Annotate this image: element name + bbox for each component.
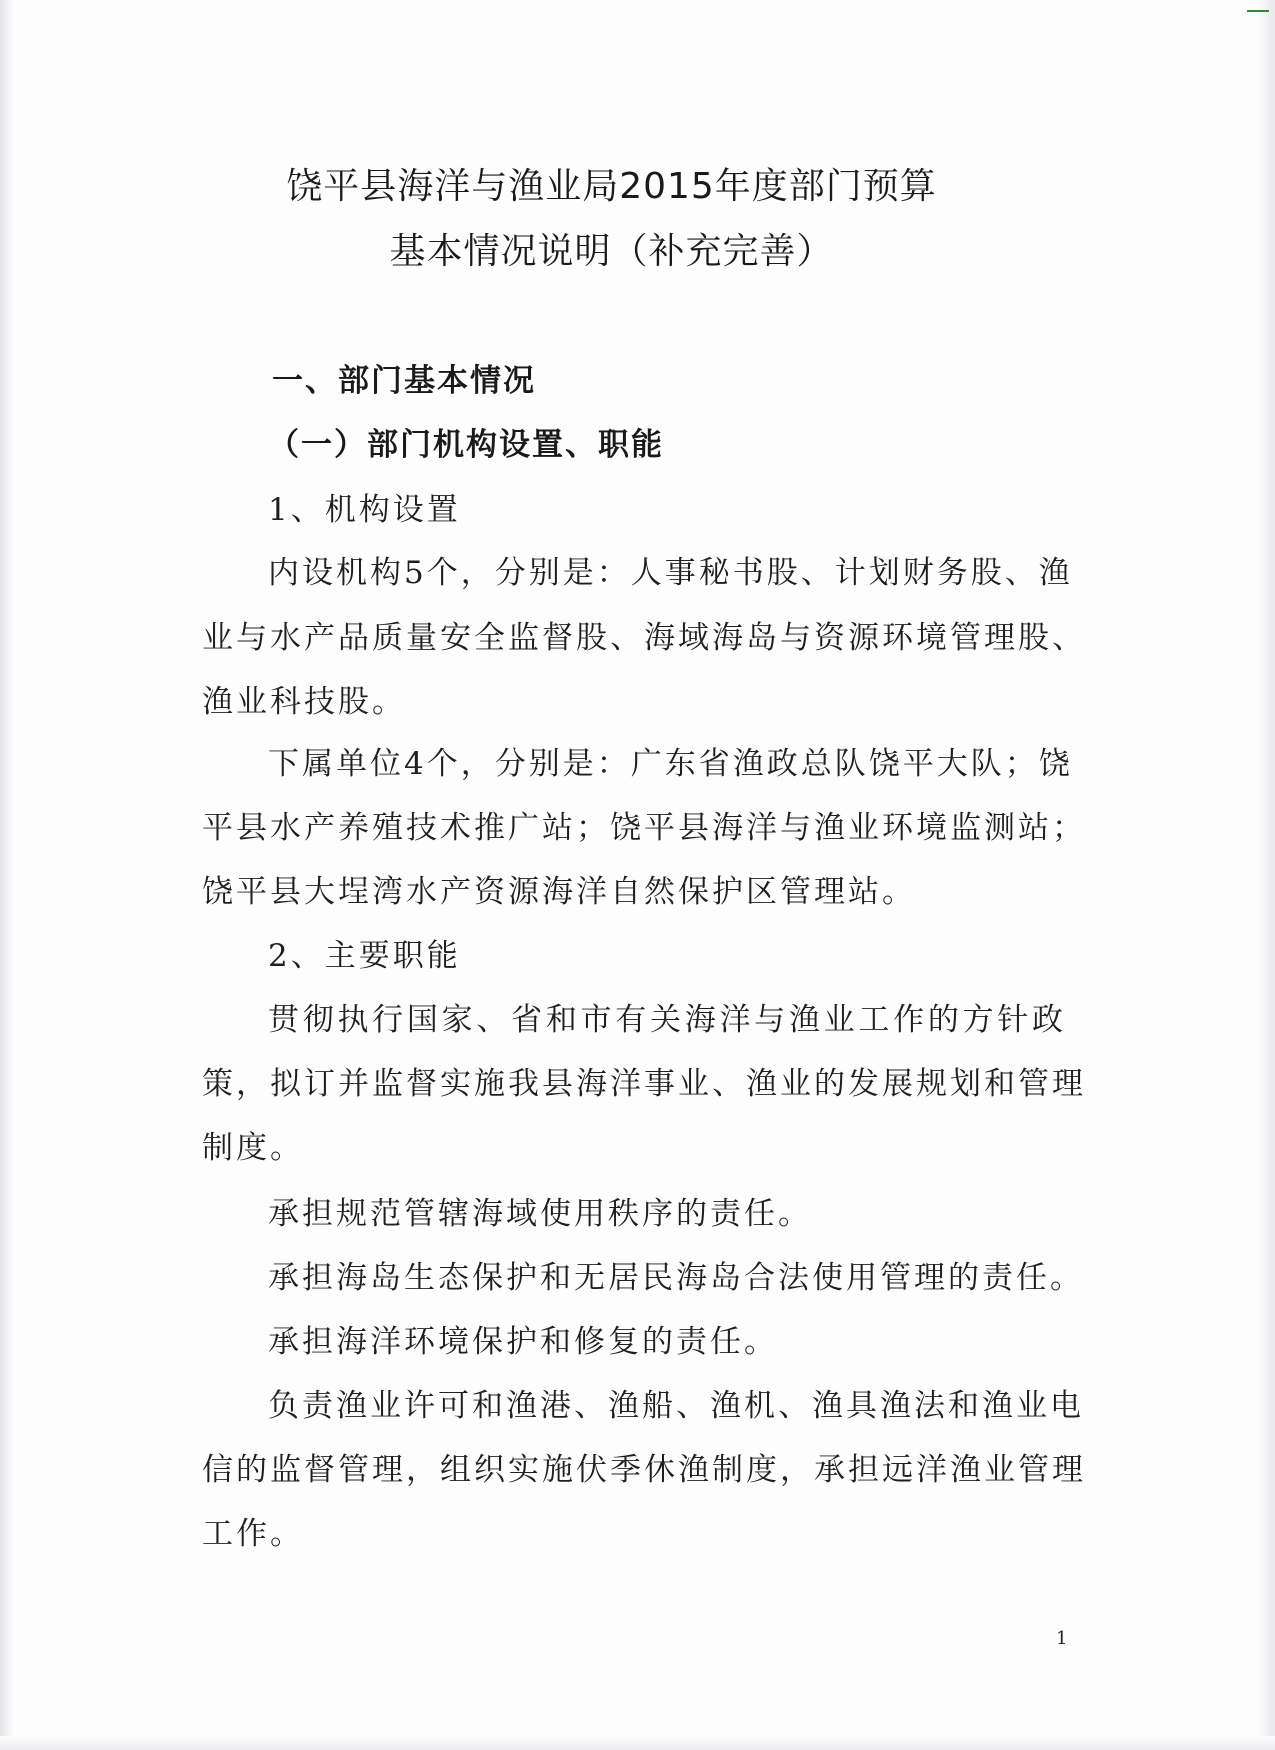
paragraph-line: 承担海洋环境保护和修复的责任。: [268, 1324, 778, 1360]
scan-edge-bottom: [0, 1736, 1275, 1750]
paragraph-line: 制度。: [202, 1130, 304, 1166]
paragraph-line: 业与水产品质量安全监督股、海域海岛与资源环境管理股、: [202, 620, 1086, 656]
paragraph-line: 承担规范管辖海域使用秩序的责任。: [268, 1196, 812, 1232]
corner-mark: [1247, 10, 1269, 12]
page-number: 1: [1056, 1628, 1068, 1649]
paragraph-line: 承担海岛生态保护和无居民海岛合法使用管理的责任。: [268, 1260, 1084, 1296]
paragraph-line: 内设机构5个，分别是：人事秘书股、计划财务股、渔: [268, 555, 1073, 591]
document-title-line-2: 基本情况说明（补充完善）: [389, 231, 834, 272]
paragraph-line: 信的监督管理，组织实施伏季休渔制度，承担远洋渔业管理: [202, 1452, 1086, 1488]
document-title-line-1: 饶平县海洋与渔业局2015年度部门预算: [286, 166, 937, 207]
paragraph-line: 下属单位4个，分别是：广东省渔政总队饶平大队；饶: [268, 746, 1073, 782]
paragraph-line: 策，拟订并监督实施我县海洋事业、渔业的发展规划和管理: [202, 1066, 1086, 1102]
paragraph-line: 工作。: [202, 1516, 304, 1552]
scan-edge-right: [1257, 0, 1275, 1750]
paragraph-line: 渔业科技股。: [202, 684, 406, 720]
paragraph-line: 贯彻执行国家、省和市有关海洋与渔业工作的方针政: [268, 1002, 1066, 1038]
subsection-heading-structure: （一）部门机构设置、职能: [268, 427, 664, 463]
item-heading-duties: 2、主要职能: [268, 938, 461, 974]
item-heading-structure: 1、机构设置: [268, 492, 461, 528]
paragraph-line: 负责渔业许可和渔港、渔船、渔机、渔具渔法和渔业电: [268, 1388, 1084, 1424]
paragraph-line: 平县水产养殖技术推广站；饶平县海洋与渔业环境监测站；: [202, 810, 1086, 846]
section-heading-basic-info: 一、部门基本情况: [272, 363, 536, 399]
paragraph-line: 饶平县大埕湾水产资源海洋自然保护区管理站。: [202, 874, 916, 910]
